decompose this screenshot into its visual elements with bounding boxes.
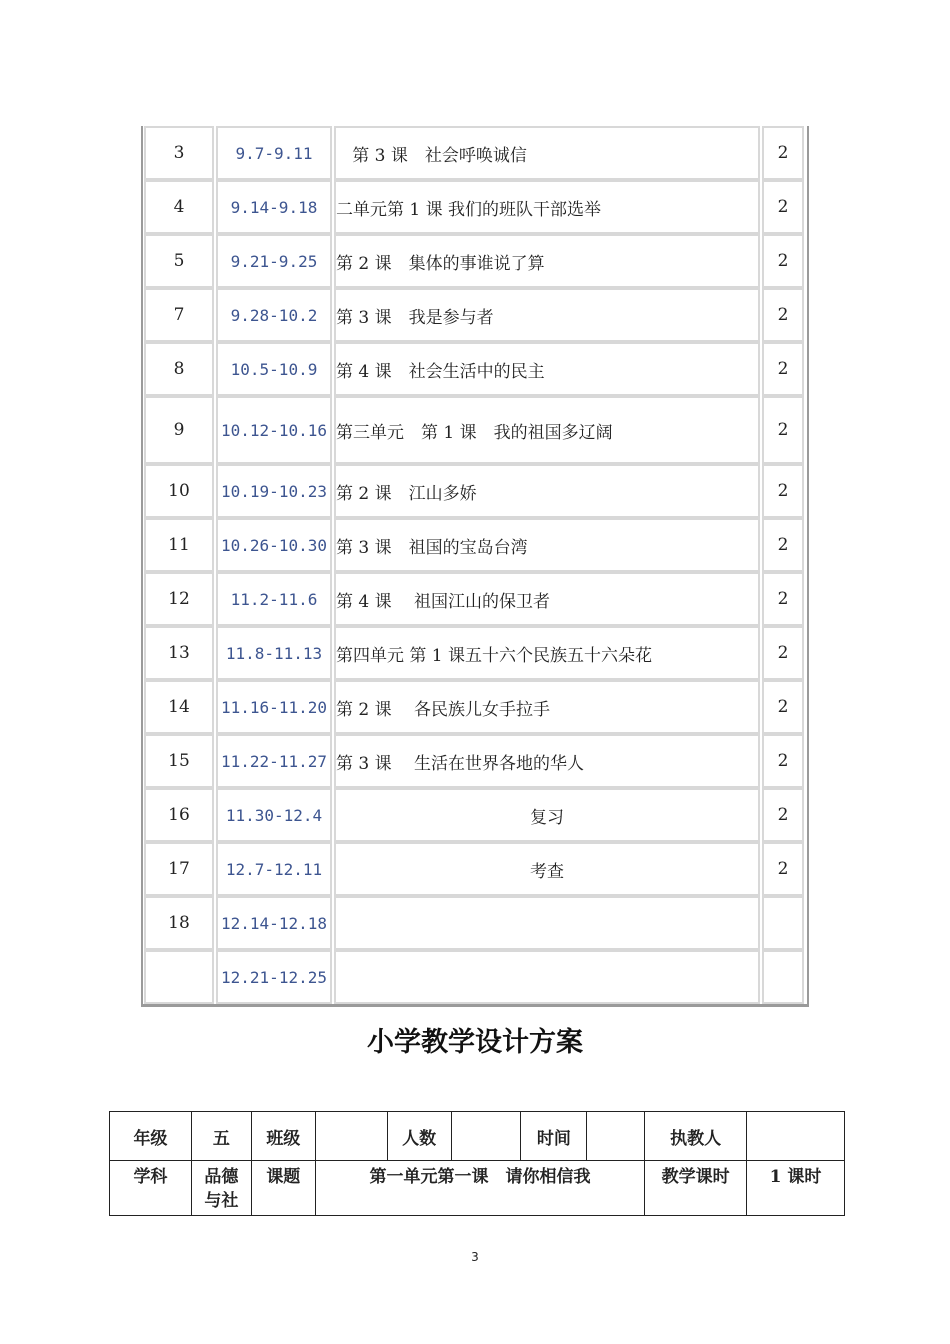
lesson-topic: 第 2 课 集体的事谁说了算 (334, 234, 760, 288)
date-range: 9.14-9.18 (216, 180, 332, 234)
class-hours: 2 (762, 126, 804, 180)
date-range: 11.30-12.4 (216, 788, 332, 842)
hours-value: 1 课时 (747, 1161, 845, 1216)
date-range: 12.21-12.25 (216, 950, 332, 1004)
lesson-topic: 复习 (334, 788, 760, 842)
schedule-row (143, 518, 807, 572)
schedule-row (143, 342, 807, 396)
week-number: 15 (144, 734, 214, 788)
grade-label: 年级 (110, 1112, 192, 1161)
date-range: 9.28-10.2 (216, 288, 332, 342)
schedule-row (143, 788, 807, 842)
lesson-topic: 第三单元 第 1 课 我的祖国多辽阔 (334, 396, 760, 464)
class-hours: 2 (762, 734, 804, 788)
subject-label: 学科 (110, 1161, 192, 1216)
week-number: 18 (144, 896, 214, 950)
date-range: 10.12-10.16 (216, 396, 332, 464)
schedule-row (143, 572, 807, 626)
class-hours (762, 950, 804, 1004)
week-number: 14 (144, 680, 214, 734)
schedule-row (143, 464, 807, 518)
time-value (587, 1112, 645, 1161)
date-range: 10.5-10.9 (216, 342, 332, 396)
lesson-topic: 第 3 课 生活在世界各地的华人 (334, 734, 760, 788)
date-range: 11.8-11.13 (216, 626, 332, 680)
week-number: 13 (144, 626, 214, 680)
schedule-row (143, 734, 807, 788)
schedule-row (143, 950, 807, 1004)
page-number: 3 (471, 1250, 479, 1264)
lesson-topic: 第 2 课 江山多娇 (334, 464, 760, 518)
date-range: 10.19-10.23 (216, 464, 332, 518)
lesson-topic: 二单元第 1 课 我们的班队干部选举 (334, 180, 760, 234)
class-hours: 2 (762, 626, 804, 680)
class-hours: 2 (762, 680, 804, 734)
date-range: 11.22-11.27 (216, 734, 332, 788)
week-number: 3 (144, 126, 214, 180)
class-value (315, 1112, 387, 1161)
class-hours: 2 (762, 518, 804, 572)
lesson-topic: 第 3 课 社会呼唤诚信 (334, 126, 760, 180)
lesson-topic (334, 950, 760, 1004)
class-hours: 2 (762, 842, 804, 896)
schedule-row (143, 234, 807, 288)
teacher-label: 执教人 (645, 1112, 747, 1161)
class-hours: 2 (762, 788, 804, 842)
page-title: 小学教学设计方案 (367, 1027, 583, 1058)
lesson-topic: 第 3 课 我是参与者 (334, 288, 760, 342)
week-number: 17 (144, 842, 214, 896)
class-hours: 2 (762, 234, 804, 288)
week-number: 5 (144, 234, 214, 288)
class-hours: 2 (762, 180, 804, 234)
class-hours: 2 (762, 396, 804, 464)
week-number: 7 (144, 288, 214, 342)
schedule-row (143, 396, 807, 464)
schedule-table (141, 126, 809, 1007)
lesson-label: 课题 (251, 1161, 315, 1216)
class-hours: 2 (762, 572, 804, 626)
schedule-row (143, 626, 807, 680)
class-hours: 2 (762, 464, 804, 518)
date-range: 11.16-11.20 (216, 680, 332, 734)
lesson-topic: 第 3 课 祖国的宝岛台湾 (334, 518, 760, 572)
week-number: 11 (144, 518, 214, 572)
date-range: 10.26-10.30 (216, 518, 332, 572)
time-label: 时间 (521, 1112, 587, 1161)
lesson-topic: 第 4 课 祖国江山的保卫者 (334, 572, 760, 626)
schedule-row (143, 180, 807, 234)
week-number: 16 (144, 788, 214, 842)
lesson-topic: 考查 (334, 842, 760, 896)
class-label: 班级 (251, 1112, 315, 1161)
lesson-topic (334, 896, 760, 950)
lesson-topic: 第 4 课 社会生活中的民主 (334, 342, 760, 396)
week-number: 10 (144, 464, 214, 518)
date-range: 12.14-12.18 (216, 896, 332, 950)
class-hours (762, 896, 804, 950)
lesson-value: 第一单元第一课 请你相信我 (315, 1161, 644, 1216)
class-hours: 2 (762, 288, 804, 342)
class-hours: 2 (762, 342, 804, 396)
teacher-value (747, 1112, 845, 1161)
date-range: 12.7-12.11 (216, 842, 332, 896)
schedule-row (143, 896, 807, 950)
lesson-topic: 第 2 课 各民族儿女手拉手 (334, 680, 760, 734)
week-number: 9 (144, 396, 214, 464)
week-number (144, 950, 214, 1004)
hours-label: 教学课时 (645, 1161, 747, 1216)
count-value (451, 1112, 521, 1161)
week-number: 8 (144, 342, 214, 396)
schedule-row (143, 842, 807, 896)
grade-value: 五 (191, 1112, 251, 1161)
week-number: 4 (144, 180, 214, 234)
schedule-row (143, 126, 807, 180)
schedule-row (143, 288, 807, 342)
date-range: 9.21-9.25 (216, 234, 332, 288)
week-number: 12 (144, 572, 214, 626)
date-range: 11.2-11.6 (216, 572, 332, 626)
count-label: 人数 (387, 1112, 451, 1161)
lesson-topic: 第四单元 第 1 课五十六个民族五十六朵花 (334, 626, 760, 680)
lesson-plan-table (109, 1111, 845, 1216)
schedule-row (143, 680, 807, 734)
subject-value: 品德与社 (191, 1161, 251, 1216)
date-range: 9.7-9.11 (216, 126, 332, 180)
